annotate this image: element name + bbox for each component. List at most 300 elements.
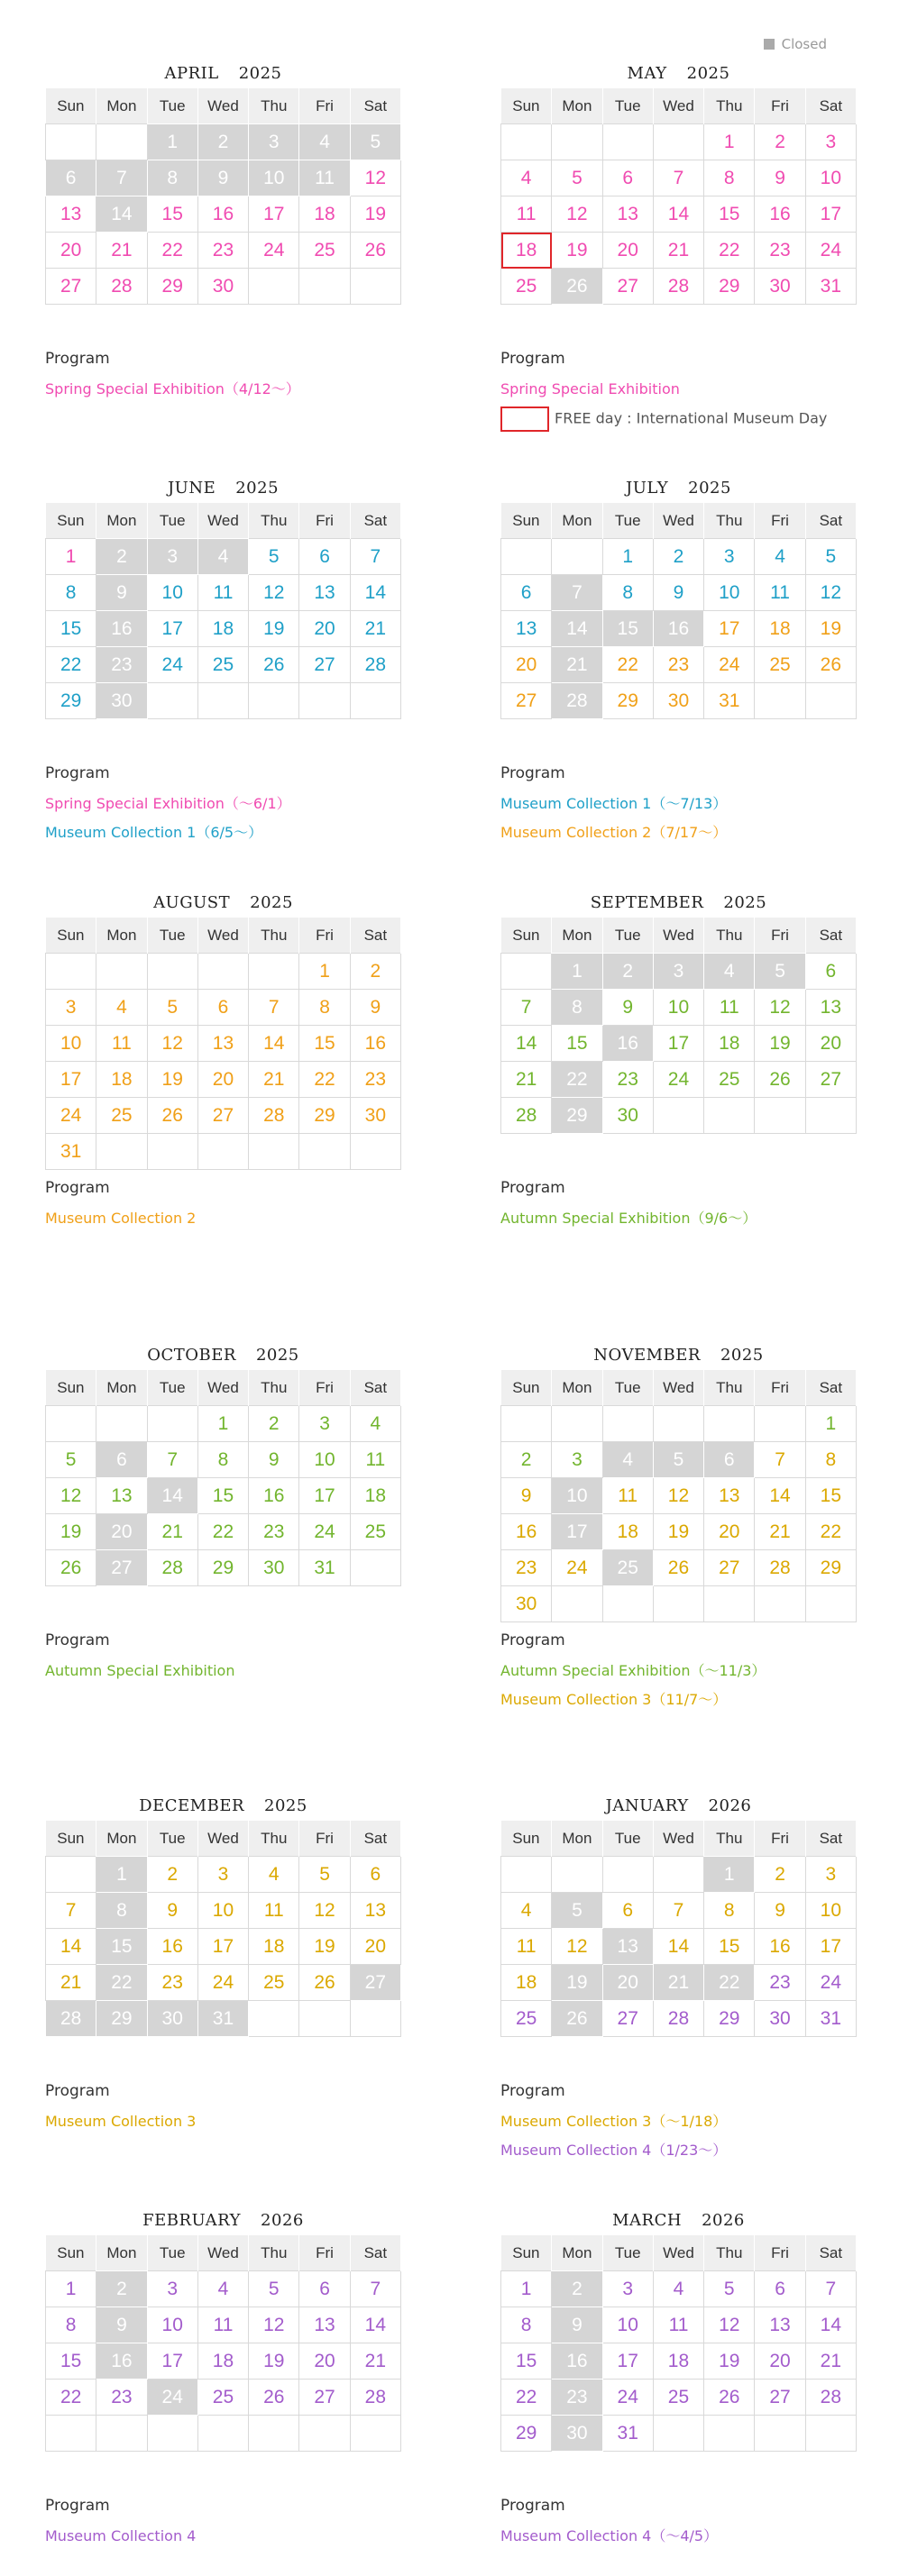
day-cell-empty xyxy=(704,2416,755,2452)
day-cell-9: 9 xyxy=(249,1442,299,1478)
weekday-header-thu: Thu xyxy=(249,503,299,539)
day-cell-25: 25 xyxy=(249,1965,299,2001)
day-cell-15: 15 xyxy=(602,611,653,647)
weekday-header-fri: Fri xyxy=(299,503,350,539)
day-cell-7: 7 xyxy=(147,1442,197,1478)
weekday-header-thu: Thu xyxy=(249,918,299,954)
day-cell-19: 19 xyxy=(653,1514,703,1550)
month-title xyxy=(45,61,401,87)
day-cell-20: 20 xyxy=(501,647,552,683)
day-cell-1: 1 xyxy=(602,539,653,575)
day-cell-12: 12 xyxy=(147,1026,197,1062)
weekday-header-row xyxy=(501,1821,857,1857)
program-october xyxy=(45,1631,424,1685)
month-title xyxy=(45,2208,401,2233)
weekday-header-thu: Thu xyxy=(704,2235,755,2271)
day-cell-2: 2 xyxy=(653,539,703,575)
month-title xyxy=(500,1794,857,1819)
month-calendar-august xyxy=(45,891,401,1170)
day-cell-2: 2 xyxy=(350,954,400,990)
day-cell-24: 24 xyxy=(46,1098,96,1134)
weekday-header-mon: Mon xyxy=(96,88,147,124)
day-cell-3: 3 xyxy=(197,1857,248,1893)
day-cell-empty xyxy=(755,1098,805,1134)
weekday-header-sat: Sat xyxy=(350,1370,400,1406)
day-cell-empty xyxy=(96,954,147,990)
weekday-header-thu: Thu xyxy=(704,918,755,954)
program-item: Spring Special Exhibition xyxy=(500,380,680,397)
weekday-header-mon: Mon xyxy=(96,918,147,954)
day-cell-20: 20 xyxy=(704,1514,755,1550)
week-row xyxy=(46,1478,401,1514)
day-cell-empty xyxy=(704,1098,755,1134)
week-row xyxy=(46,1062,401,1098)
weekday-header-wed: Wed xyxy=(197,503,248,539)
day-cell-14: 14 xyxy=(552,611,602,647)
free-day-note xyxy=(500,404,879,434)
day-cell-empty xyxy=(704,1406,755,1442)
week-row xyxy=(46,1965,401,2001)
day-cell-19: 19 xyxy=(552,233,602,269)
day-cell-12: 12 xyxy=(552,196,602,233)
day-cell-1: 1 xyxy=(805,1406,856,1442)
month-title xyxy=(45,1343,401,1368)
day-cell-empty xyxy=(249,269,299,305)
week-row xyxy=(501,233,857,269)
day-cell-16: 16 xyxy=(249,1478,299,1514)
day-cell-25: 25 xyxy=(96,1098,147,1134)
day-cell-28: 28 xyxy=(552,683,602,719)
day-cell-29: 29 xyxy=(501,2416,552,2452)
day-cell-23: 23 xyxy=(501,1550,552,1586)
week-row xyxy=(46,160,401,196)
day-cell-22: 22 xyxy=(147,233,197,269)
day-cell-31: 31 xyxy=(197,2001,248,2037)
month-title xyxy=(500,891,857,916)
day-cell-15: 15 xyxy=(96,1929,147,1965)
weekday-header-sun: Sun xyxy=(501,918,552,954)
week-row xyxy=(46,683,401,719)
program-item: Museum Collection 2 xyxy=(45,1210,197,1227)
day-cell-8: 8 xyxy=(46,575,96,611)
day-cell-11: 11 xyxy=(755,575,805,611)
day-cell-16: 16 xyxy=(755,196,805,233)
day-cell-13: 13 xyxy=(299,575,350,611)
day-cell-8: 8 xyxy=(197,1442,248,1478)
day-cell-7: 7 xyxy=(46,1893,96,1929)
day-cell-8: 8 xyxy=(299,990,350,1026)
day-cell-28: 28 xyxy=(653,269,703,305)
day-cell-28: 28 xyxy=(350,647,400,683)
day-cell-7: 7 xyxy=(249,990,299,1026)
day-cell-3: 3 xyxy=(147,2271,197,2307)
weekday-header-tue: Tue xyxy=(147,1821,197,1857)
day-cell-1: 1 xyxy=(552,954,602,990)
day-cell-16: 16 xyxy=(501,1514,552,1550)
day-cell-empty xyxy=(552,1857,602,1893)
day-cell-18: 18 xyxy=(501,1965,552,2001)
calendar-table xyxy=(500,2235,857,2452)
day-cell-9: 9 xyxy=(147,1893,197,1929)
day-cell-31: 31 xyxy=(805,269,856,305)
day-cell-empty xyxy=(299,2001,350,2037)
day-cell-14: 14 xyxy=(755,1478,805,1514)
day-cell-29: 29 xyxy=(704,269,755,305)
day-cell-2: 2 xyxy=(249,1406,299,1442)
day-cell-16: 16 xyxy=(552,2343,602,2380)
day-cell-14: 14 xyxy=(653,1929,703,1965)
month-calendar-february xyxy=(45,2208,401,2452)
day-cell-11: 11 xyxy=(350,1442,400,1478)
day-cell-empty xyxy=(96,124,147,160)
day-cell-21: 21 xyxy=(350,2343,400,2380)
day-cell-27: 27 xyxy=(602,2001,653,2037)
day-cell-17: 17 xyxy=(299,1478,350,1514)
day-cell-24: 24 xyxy=(602,2380,653,2416)
day-cell-6: 6 xyxy=(350,1857,400,1893)
day-cell-15: 15 xyxy=(46,2343,96,2380)
day-cell-11: 11 xyxy=(96,1026,147,1062)
day-cell-empty xyxy=(653,124,703,160)
month-name: SEPTEMBER xyxy=(590,893,704,912)
day-cell-22: 22 xyxy=(602,647,653,683)
day-cell-3: 3 xyxy=(602,2271,653,2307)
day-cell-empty xyxy=(653,1857,703,1893)
week-row xyxy=(501,2416,857,2452)
day-cell-24: 24 xyxy=(249,233,299,269)
day-cell-13: 13 xyxy=(755,2307,805,2343)
day-cell-20: 20 xyxy=(197,1062,248,1098)
week-row xyxy=(501,1098,857,1134)
program-july xyxy=(500,764,879,847)
weekday-header-sun: Sun xyxy=(501,1821,552,1857)
day-cell-10: 10 xyxy=(552,1478,602,1514)
week-row xyxy=(46,539,401,575)
day-cell-empty xyxy=(704,1586,755,1622)
day-cell-1: 1 xyxy=(704,1857,755,1893)
day-cell-21: 21 xyxy=(653,233,703,269)
weekday-header-row xyxy=(501,503,857,539)
day-cell-11: 11 xyxy=(197,2307,248,2343)
day-cell-28: 28 xyxy=(249,1098,299,1134)
day-cell-10: 10 xyxy=(704,575,755,611)
day-cell-26: 26 xyxy=(704,2380,755,2416)
day-cell-26: 26 xyxy=(653,1550,703,1586)
week-row xyxy=(501,2343,857,2380)
day-cell-16: 16 xyxy=(96,2343,147,2380)
week-row xyxy=(46,196,401,233)
day-cell-empty xyxy=(46,2416,96,2452)
month-name: OCTOBER xyxy=(147,1346,236,1365)
day-cell-19: 19 xyxy=(46,1514,96,1550)
day-cell-27: 27 xyxy=(46,269,96,305)
day-cell-empty xyxy=(96,1134,147,1170)
day-cell-17: 17 xyxy=(147,611,197,647)
day-cell-6: 6 xyxy=(96,1442,147,1478)
day-cell-30: 30 xyxy=(350,1098,400,1134)
day-cell-29: 29 xyxy=(704,2001,755,2037)
day-cell-17: 17 xyxy=(805,1929,856,1965)
day-cell-6: 6 xyxy=(46,160,96,196)
day-cell-27: 27 xyxy=(299,2380,350,2416)
weekday-header-wed: Wed xyxy=(197,1370,248,1406)
day-cell-26: 26 xyxy=(552,269,602,305)
day-cell-7: 7 xyxy=(501,990,552,1026)
week-row xyxy=(46,2380,401,2416)
day-cell-empty xyxy=(653,1406,703,1442)
day-cell-19: 19 xyxy=(755,1026,805,1062)
day-cell-8: 8 xyxy=(96,1893,147,1929)
day-cell-9: 9 xyxy=(653,575,703,611)
weekday-header-fri: Fri xyxy=(755,918,805,954)
day-cell-13: 13 xyxy=(350,1893,400,1929)
day-cell-21: 21 xyxy=(805,2343,856,2380)
weekday-header-wed: Wed xyxy=(653,503,703,539)
week-row xyxy=(501,2271,857,2307)
month-title xyxy=(45,476,401,501)
day-cell-15: 15 xyxy=(805,1478,856,1514)
weekday-header-tue: Tue xyxy=(147,2235,197,2271)
day-cell-10: 10 xyxy=(602,2307,653,2343)
day-cell-empty xyxy=(501,954,552,990)
month-year: 2026 xyxy=(702,2211,745,2230)
weekday-header-fri: Fri xyxy=(755,503,805,539)
week-row xyxy=(501,2380,857,2416)
weekday-header-mon: Mon xyxy=(96,1821,147,1857)
day-cell-25: 25 xyxy=(653,2380,703,2416)
day-cell-11: 11 xyxy=(197,575,248,611)
weekday-header-tue: Tue xyxy=(602,503,653,539)
closed-swatch-icon xyxy=(764,39,775,50)
day-cell-empty xyxy=(299,683,350,719)
weekday-header-sat: Sat xyxy=(350,88,400,124)
day-cell-2: 2 xyxy=(96,2271,147,2307)
month-year: 2025 xyxy=(235,479,280,498)
day-cell-empty xyxy=(299,1134,350,1170)
program-april xyxy=(45,350,424,404)
day-cell-empty xyxy=(197,954,248,990)
day-cell-empty xyxy=(350,683,400,719)
weekday-header-row xyxy=(501,2235,857,2271)
day-cell-14: 14 xyxy=(501,1026,552,1062)
day-cell-empty xyxy=(805,1098,856,1134)
day-cell-3: 3 xyxy=(299,1406,350,1442)
week-row xyxy=(46,575,401,611)
program-heading: Program xyxy=(45,1631,110,1649)
day-cell-29: 29 xyxy=(96,2001,147,2037)
day-cell-1: 1 xyxy=(147,124,197,160)
weekday-header-thu: Thu xyxy=(704,88,755,124)
day-cell-23: 23 xyxy=(249,1514,299,1550)
day-cell-23: 23 xyxy=(755,233,805,269)
day-cell-empty xyxy=(46,954,96,990)
day-cell-20: 20 xyxy=(299,2343,350,2380)
day-cell-18: 18 xyxy=(755,611,805,647)
day-cell-26: 26 xyxy=(350,233,400,269)
day-cell-27: 27 xyxy=(350,1965,400,2001)
day-cell-empty xyxy=(249,1134,299,1170)
calendar-table xyxy=(45,918,401,1170)
day-cell-18: 18 xyxy=(704,1026,755,1062)
day-cell-9: 9 xyxy=(602,990,653,1026)
day-cell-empty xyxy=(249,2416,299,2452)
weekday-header-sat: Sat xyxy=(350,503,400,539)
day-cell-5: 5 xyxy=(147,990,197,1026)
day-cell-1: 1 xyxy=(299,954,350,990)
day-cell-15: 15 xyxy=(197,1478,248,1514)
day-cell-10: 10 xyxy=(805,1893,856,1929)
weekday-header-sat: Sat xyxy=(350,918,400,954)
day-cell-10: 10 xyxy=(46,1026,96,1062)
day-cell-3: 3 xyxy=(805,124,856,160)
day-cell-19: 19 xyxy=(350,196,400,233)
day-cell-23: 23 xyxy=(602,1062,653,1098)
day-cell-14: 14 xyxy=(46,1929,96,1965)
week-row xyxy=(46,647,401,683)
day-cell-24: 24 xyxy=(704,647,755,683)
day-cell-20: 20 xyxy=(602,233,653,269)
month-name: JUNE xyxy=(167,479,216,498)
month-calendar-may xyxy=(500,61,857,305)
day-cell-22: 22 xyxy=(46,647,96,683)
day-cell-25: 25 xyxy=(299,233,350,269)
day-cell-empty xyxy=(46,1857,96,1893)
program-item: Museum Collection 3（～1/18） xyxy=(500,2113,728,2130)
day-cell-23: 23 xyxy=(350,1062,400,1098)
day-cell-23: 23 xyxy=(147,1965,197,2001)
weekday-header-wed: Wed xyxy=(653,1370,703,1406)
day-cell-22: 22 xyxy=(552,1062,602,1098)
week-row xyxy=(501,196,857,233)
day-cell-10: 10 xyxy=(147,575,197,611)
calendar-table xyxy=(500,88,857,305)
day-cell-8: 8 xyxy=(805,1442,856,1478)
day-cell-4: 4 xyxy=(755,539,805,575)
day-cell-11: 11 xyxy=(501,196,552,233)
day-cell-19: 19 xyxy=(299,1929,350,1965)
day-cell-2: 2 xyxy=(501,1442,552,1478)
program-heading: Program xyxy=(500,1179,565,1197)
month-year: 2025 xyxy=(720,1346,764,1365)
day-cell-26: 26 xyxy=(46,1550,96,1586)
day-cell-empty xyxy=(350,2416,400,2452)
weekday-header-sat: Sat xyxy=(350,1821,400,1857)
program-heading: Program xyxy=(500,764,565,782)
day-cell-29: 29 xyxy=(299,1098,350,1134)
day-cell-empty xyxy=(197,2416,248,2452)
day-cell-25: 25 xyxy=(602,1550,653,1586)
weekday-header-fri: Fri xyxy=(299,918,350,954)
day-cell-6: 6 xyxy=(197,990,248,1026)
day-cell-25: 25 xyxy=(704,1062,755,1098)
day-cell-empty xyxy=(350,2001,400,2037)
program-heading: Program xyxy=(500,1631,565,1649)
day-cell-4: 4 xyxy=(350,1406,400,1442)
program-item: Museum Collection 3 xyxy=(45,2113,197,2130)
month-calendar-january xyxy=(500,1794,857,2037)
week-row xyxy=(501,1586,857,1622)
weekday-header-fri: Fri xyxy=(755,1370,805,1406)
weekday-header-fri: Fri xyxy=(299,1370,350,1406)
program-item: Spring Special Exhibition（～6/1） xyxy=(45,795,291,812)
month-calendar-november xyxy=(500,1343,857,1622)
day-cell-27: 27 xyxy=(299,647,350,683)
day-cell-empty xyxy=(96,2416,147,2452)
day-cell-empty xyxy=(653,2416,703,2452)
day-cell-4: 4 xyxy=(249,1857,299,1893)
day-cell-6: 6 xyxy=(299,539,350,575)
day-cell-6: 6 xyxy=(755,2271,805,2307)
day-cell-empty xyxy=(197,683,248,719)
day-cell-24: 24 xyxy=(805,233,856,269)
weekday-header-tue: Tue xyxy=(602,88,653,124)
month-name: AUGUST xyxy=(153,893,231,912)
free-day-marker-icon xyxy=(500,406,549,432)
program-heading: Program xyxy=(45,2082,110,2100)
day-cell-11: 11 xyxy=(704,990,755,1026)
weekday-header-mon: Mon xyxy=(96,1370,147,1406)
week-row xyxy=(46,1857,401,1893)
day-cell-15: 15 xyxy=(704,196,755,233)
day-cell-20: 20 xyxy=(755,2343,805,2380)
week-row xyxy=(46,233,401,269)
calendar-table xyxy=(45,88,401,305)
day-cell-1: 1 xyxy=(501,2271,552,2307)
day-cell-26: 26 xyxy=(299,1965,350,2001)
weekday-header-mon: Mon xyxy=(552,88,602,124)
week-row xyxy=(501,124,857,160)
day-cell-11: 11 xyxy=(602,1478,653,1514)
day-cell-12: 12 xyxy=(552,1929,602,1965)
day-cell-19: 19 xyxy=(805,611,856,647)
day-cell-empty xyxy=(249,954,299,990)
week-row xyxy=(46,954,401,990)
day-cell-empty xyxy=(805,1586,856,1622)
month-name: MAY xyxy=(627,64,667,83)
day-cell-30: 30 xyxy=(147,2001,197,2037)
day-cell-30: 30 xyxy=(501,1586,552,1622)
month-name: DECEMBER xyxy=(139,1796,245,1815)
day-cell-10: 10 xyxy=(197,1893,248,1929)
weekday-header-sun: Sun xyxy=(46,2235,96,2271)
day-cell-11: 11 xyxy=(653,2307,703,2343)
day-cell-5: 5 xyxy=(299,1857,350,1893)
day-cell-18-free-day: 18 xyxy=(501,233,552,269)
day-cell-14: 14 xyxy=(96,196,147,233)
program-item: Spring Special Exhibition（4/12～） xyxy=(45,380,300,397)
day-cell-25: 25 xyxy=(350,1514,400,1550)
day-cell-3: 3 xyxy=(805,1857,856,1893)
day-cell-18: 18 xyxy=(350,1478,400,1514)
weekday-header-thu: Thu xyxy=(249,88,299,124)
day-cell-10: 10 xyxy=(249,160,299,196)
day-cell-empty xyxy=(501,539,552,575)
day-cell-22: 22 xyxy=(805,1514,856,1550)
program-item: Autumn Special Exhibition xyxy=(45,1662,235,1679)
day-cell-11: 11 xyxy=(299,160,350,196)
month-name: JULY xyxy=(626,479,669,498)
day-cell-17: 17 xyxy=(602,2343,653,2380)
month-title xyxy=(45,1794,401,1819)
weekday-header-thu: Thu xyxy=(704,1821,755,1857)
day-cell-25: 25 xyxy=(197,2380,248,2416)
month-title xyxy=(500,2208,857,2233)
day-cell-empty xyxy=(602,1406,653,1442)
day-cell-7: 7 xyxy=(805,2271,856,2307)
day-cell-22: 22 xyxy=(501,2380,552,2416)
day-cell-29: 29 xyxy=(552,1098,602,1134)
day-cell-24: 24 xyxy=(197,1965,248,2001)
